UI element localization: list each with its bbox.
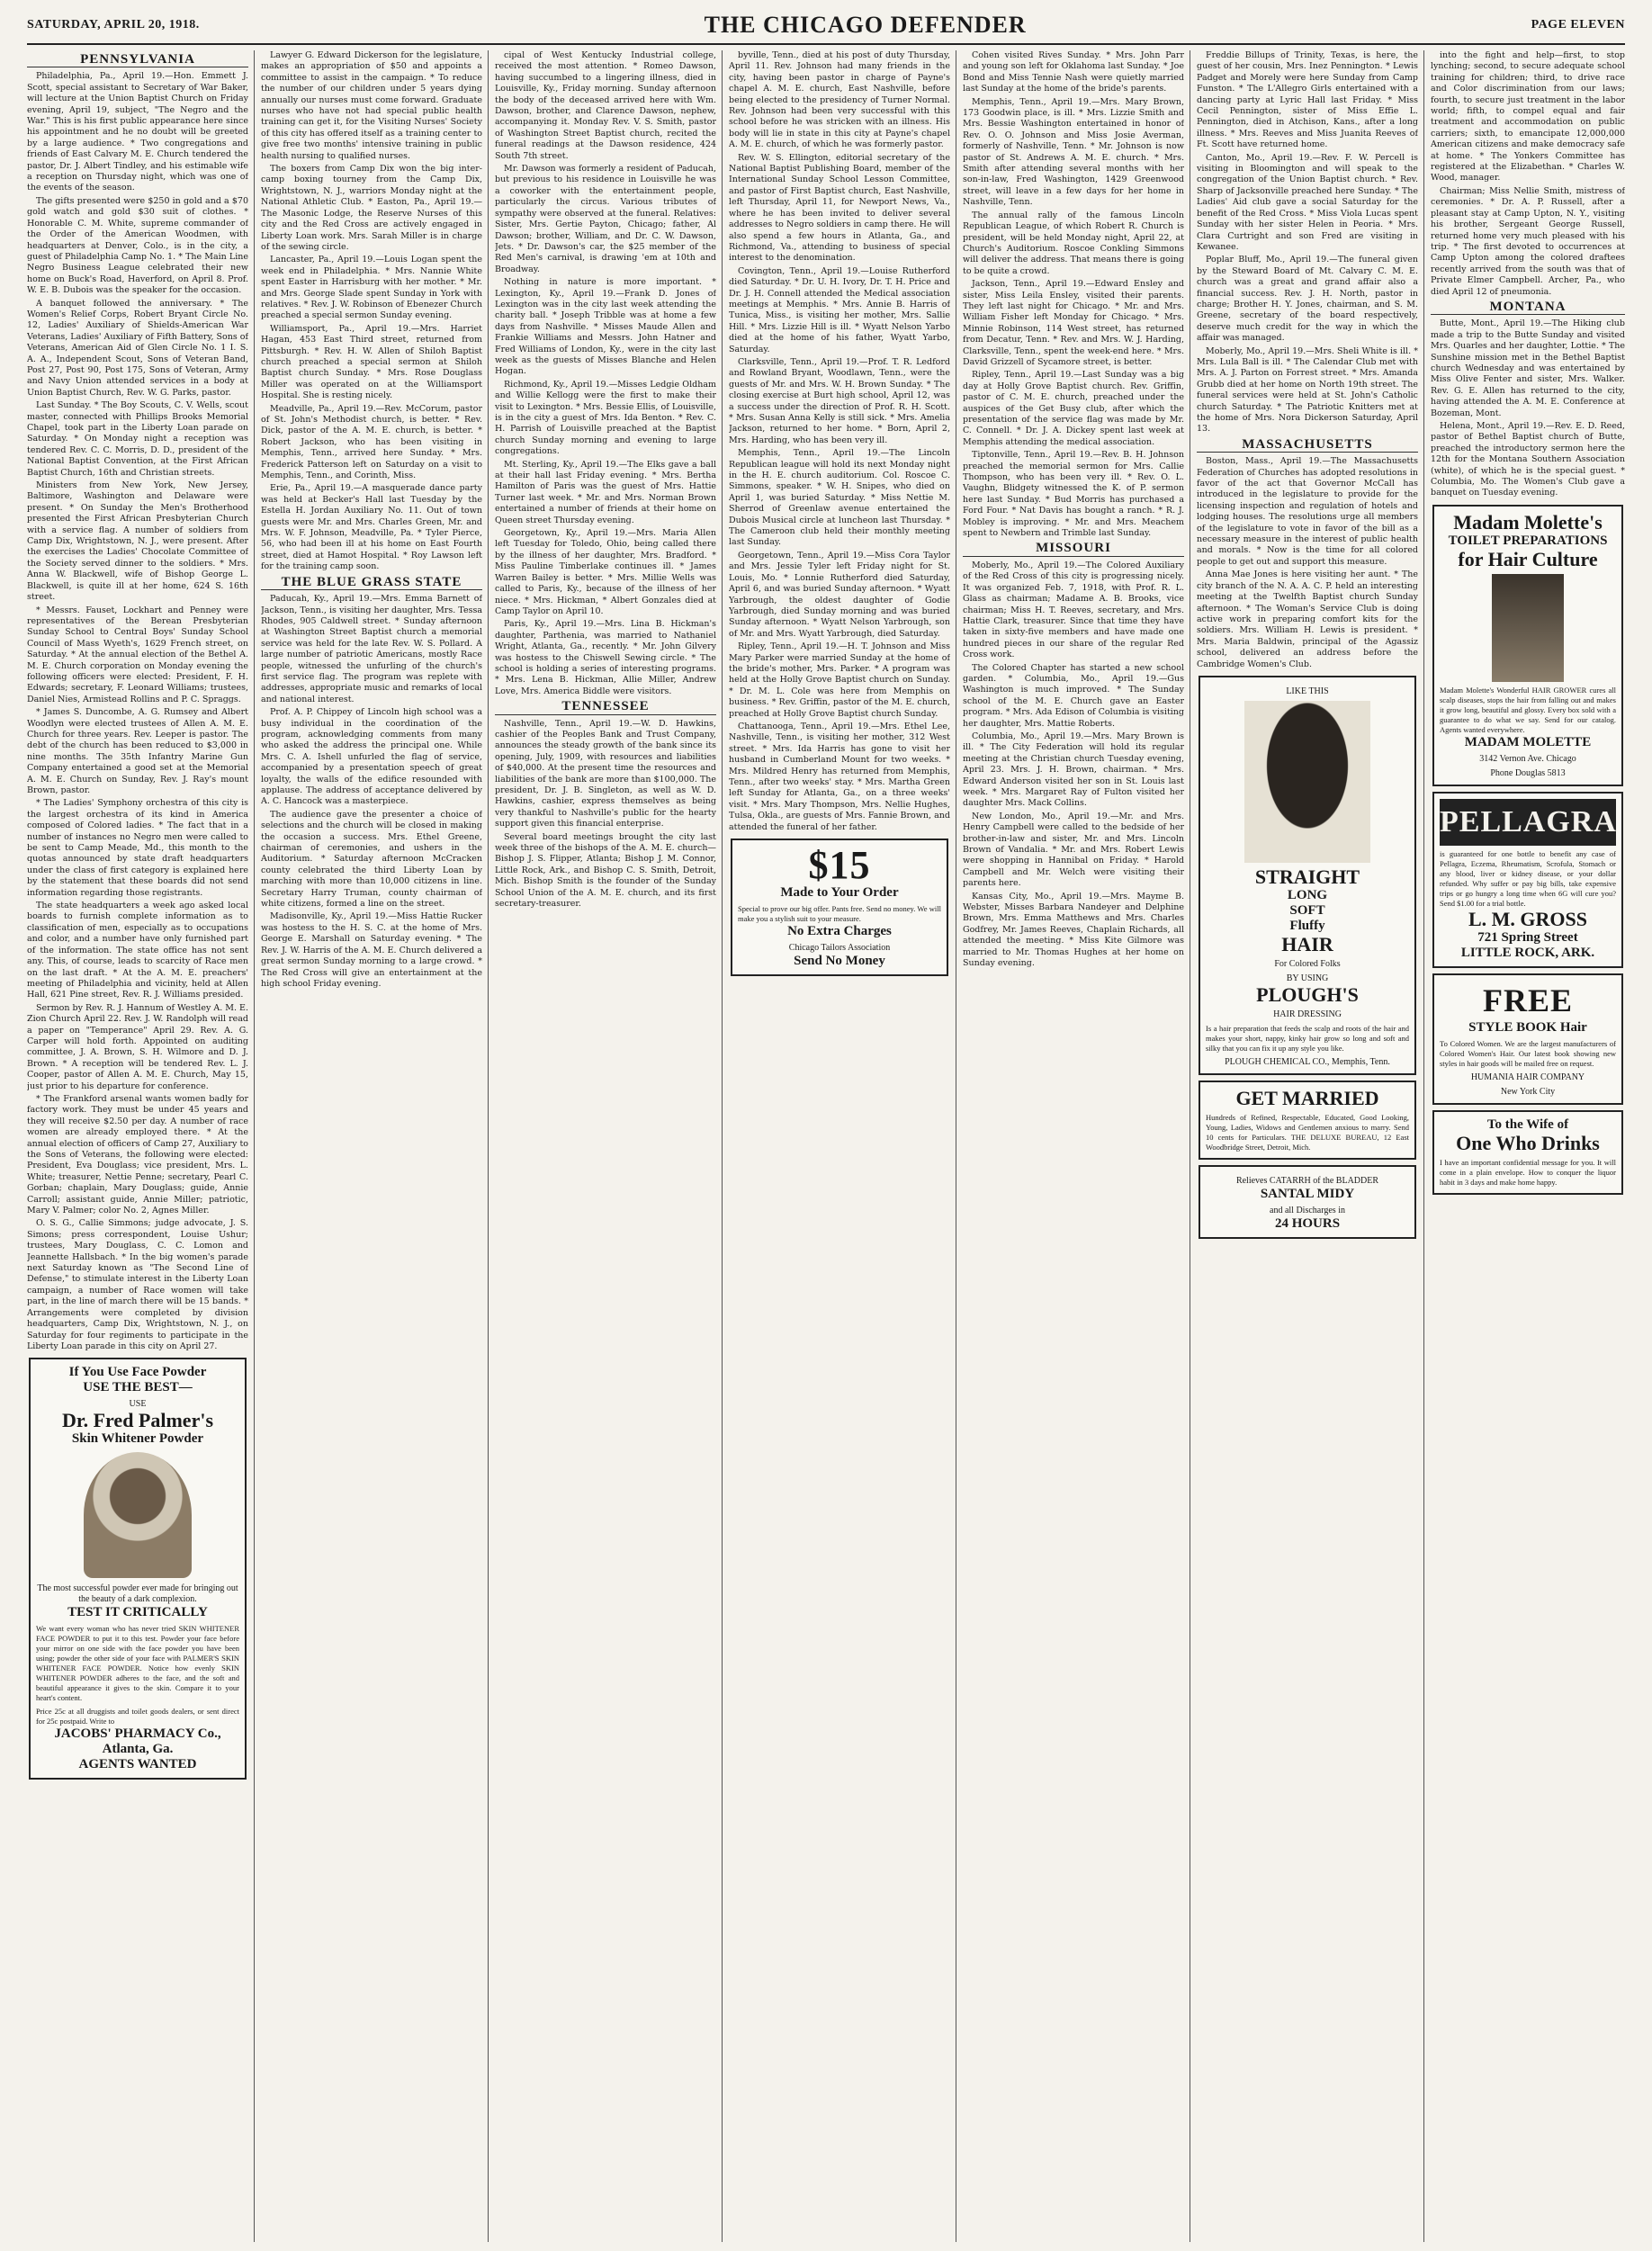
article-paragraph: cipal of West Kentucky Industrial college, received the most attention. * Romeo Dawson, having succumbed to a lingering illness, died in Louisville, Ky., Friday morning. Sunday afternoon the body of the deceased arrived here with Wm. Dawson, brother, and Clarence Dawson, nephew, accompanying it. Monday Rev. V. S. Smith, pastor of Washington Street Baptist church, recited the funeral readings at the Dawson residence, 424 South 7th street.	[495, 50, 716, 161]
article-paragraph: Paris, Ky., April 19.—Mrs. Lina B. Hickman's daughter, Parthenia, was married to Nathaniel Wright, Atlanta, Ga., recently. * Mr. John Gilvery was hostess to the Chiswell Sewing circle. * The school is holding a series of interesting programs. * Mrs. Lena B. Hickman, Allie Miller, Andrew Love, Mrs. America Biddle were visitors.	[495, 619, 716, 696]
article-paragraph: Rev. W. S. Ellington, editorial secretary of the National Baptist Publishing Board, member of the International Sunday School Lesson Committee, and pastor of First Baptist church, East Nashville, left Thursday, April 11, for Newport News, Va., where he has been invited to deliver several addresses to Negro soldiers in camp there. He will also spend a few hours in Atlanta, Ga., and Richmond, Va., attending to business of special interest to the denomination.	[729, 152, 950, 264]
ad-body: Hundreds of Refined, Respectable, Educated, Good Looking, Young, Ladies, Widows and Gentlemen anxious to marry. Send 10 cents for Particulars. THE DELUXE BUREAU, 12 East Woodbridge Street, Detroit, Mich.	[1206, 1112, 1409, 1152]
ad-this: THIS	[1308, 686, 1329, 696]
article-paragraph: Paducah, Ky., April 19.—Mrs. Emma Barnett of Jackson, Tenn., is visiting her daughter, Mrs. Tessa Rhodes, 905 Caldwell street. * Sunday afternoon at Washington Street Baptist church a memorial service was held for the late Rev. W. S. Pollard. A large number of patriotic Americans, mostly Race people, witnessed the unfurling of the church's first service flag. The program was replete with addresses, appropriate music and remarks of local and national interest.	[261, 594, 482, 704]
ad-body: Special to prove our big offer. Pants free. Send no money. We will make you a stylish suit to your measure.	[738, 904, 941, 924]
ad-address: New York City	[1500, 1086, 1556, 1097]
article-paragraph: New London, Mo., April 19.—Mr. and Mrs. Henry Campbell were called to the bedside of her brother-in-law and sister, Mr. and Mrs. Lincoln Brown of Vandalia. * Mr. and Mrs. Robert Lewis were shopping in Hannibal on Friday. * Harold Campbell and Mr. Welch were visiting their parents here.	[963, 811, 1184, 889]
ad-company: HUMANIA HAIR COMPANY	[1470, 1072, 1585, 1082]
article-paragraph: Williamsport, Pa., April 19.—Mrs. Harriet Hagan, 453 East Third street, returned from Pittsburgh. * Rev. H. W. Allen of Shiloh Baptist church preached a special sermon at Shiloh Baptist church Sunday. * Mrs. Rose Douglass Miller was operated on at the Williamsport Hospital. She is resting nicely.	[261, 323, 482, 401]
ad-fluffy: Fluffy	[1289, 918, 1325, 933]
article-paragraph: O. S. G., Callie Simmons; judge advocate, J. S. Simons; press correspondent, Louise Ushur; trustees, Mary Douglass, C. C. Lomon and Jeannette Hallsbach. * In the big women's parade next Saturday known as "The Second Line of Defense," to stimulate interest in the Liberty Loan campaign, a number of Race women will take part, in the line of march there will be 15 bands. * Arrangements were completed by division headquarters, Camp Dix, Wrightstown, N. J., on Saturday for four regiments to participate in the Liberty Loan parade in this city on April 27.	[27, 1218, 248, 1351]
article-paragraph: Several board meetings brought the city last week three of the bishops of the A. M. E. church—Bishop J. S. Flipper, Atlanta; Bishop J. M. Connor, Little Rock, Ark., and Bishop C. S. Smith, Detroit, Mich. Bishop Smith is the founder of the Sunday School Union of the A. M. E. church, and its first secretary-treasurer.	[495, 831, 716, 910]
ad-wife-of-drinker	[1432, 1110, 1623, 1195]
article-paragraph: Anna Mae Jones is here visiting her aunt. * The city branch of the N. A. A. C. P. held an interesting meeting at the Twelfth Baptist church Sunday afternoon. * The Woman's Service Club is doing active work in preparing comfort kits for the soldiers. Mrs. William H. Lewis is president. * Mrs. Maria Baldwin, principal of the Agassiz school, delivered an address before the Cambridge Women's Club.	[1197, 569, 1418, 669]
section-heading-montana: MONTANA	[1431, 301, 1625, 315]
article-paragraph: Jackson, Tenn., April 19.—Edward Ensley and sister, Miss Leila Ensley, visited their parents. They left last night for Chicago. * Mr. and Mrs. William Fisher left Monday for Chicago. * Mrs. Minnie Robinson, 114 West street, has returned from Decatur, Tenn. * Rev. and Mrs. W. J. Harding, Clarksville, Tenn., spent the week-end here. * Mrs. David Grizzell of Sycamore street, is better.	[963, 279, 1184, 367]
article-paragraph: Boston, Mass., April 19.—The Massachusetts Federation of Churches has adopted resolutions in favor of the act that Governor McCall has introduced in the legislature to provide for the licensing inspection and regulation of hotels and lodging houses. The resolutions urge all members of the legislature to vote in favor of the bill as a necessary measure in the interest of public health and morals. * Now is the time for all colored people to get out and support this measure.	[1197, 456, 1418, 567]
ad-body: is guaranteed for one bottle to benefit any case of Pellagra, Eczema, Rheumatism, Scrofula, Stomach or any blood, liver or kidney disease, or your dollar refunded. Why suffer or pay big bills, take expensive trips or go hungry a long time when 6G will cure you? Send $1.00 for a trial bottle.	[1440, 848, 1616, 908]
column-6	[1197, 50, 1418, 2242]
ad-maker: PLOUGH CHEMICAL CO., Memphis, Tenn.	[1225, 1056, 1390, 1067]
ad-face-powder	[29, 1358, 247, 1780]
column-rule	[1423, 50, 1424, 2242]
article-paragraph: * The Ladies' Symphony orchestra of this city is the largest orchestra of its kind in America composed of Colored ladies. * The fact that in a number of instances no Negro men were called to be sent to Camp Meade, Md., this month to the quotas announced by state draft headquarters under the class of first category is explained here by the statement that these boards did not send information regarding those registrants.	[27, 798, 248, 898]
article-paragraph: Erie, Pa., April 19.—A masquerade dance party was held at Becker's Hall last Tuesday by the Estella H. Jordan Auxiliary No. 11. Out of town guests were Mr. and Mrs. Charles Green, Mr. and Mrs. W. F. Johnson, Meadville, Pa. * Tyler Pierce, 56, who had been ill at his home on East Fourth street, died at Hamot Hospital. * Roy Lawson left for the training camp soon.	[261, 483, 482, 572]
page-number: PAGE ELEVEN	[1531, 18, 1625, 31]
ad-text: USE	[129, 1399, 147, 1410]
article-paragraph: byville, Tenn., died at his post of duty Thursday, April 11. Rev. Johnson had many friends in the city, having been pastor in charge of Payne's chapel A. M. E. church, East Nashville, before being elected to the presidency of Turner Normal. Rev. Johnson had been very successful with this school before he was stricken with an illness. His body will lie in state in this city at Payne's chapel A. M. E. church, of which he was formerly pastor.	[729, 50, 950, 150]
ad-subheadline: USE THE BEST—	[83, 1380, 193, 1395]
masthead	[27, 7, 1625, 45]
ad-address: 3142 Vernon Ave. Chicago	[1479, 753, 1576, 764]
ad-price: Price 25c at all druggists and toilet goods dealers, or sent direct for 25c postpaid. Write to	[36, 1707, 239, 1726]
article-paragraph: Nothing in nature is more important. * Lexington, Ky., April 19.—Frank D. Jones of Lexington was in the city last week attending the charity ball. * Joseph Tribble was at home a few days from Nashville. * Misses Maude Allen and Frankie Williams and Messrs. John Hatner and Fred Williams of London, Ky., were in the city last week as the guests of Misses Blanche and Helen Hogan.	[495, 277, 716, 377]
ad-line: for Hair Culture	[1458, 547, 1598, 570]
ad-body: I have an important confidential message for you. It will come in a plain envelope. How to conquer the liquor habit in 3 days and make home happy.	[1440, 1157, 1616, 1187]
article-paragraph: Madisonville, Ky., April 19.—Miss Hattie Rucker was hostess to the H. S. C. at the home of Mrs. George E. Marshall on Saturday evening. * The Rev. J. W. Harris of the A. M. E. Church delivered a great sermon Sunday morning to a large crowd. * The Red Cross will give an entertainment at the high school Friday evening.	[261, 911, 482, 989]
article-paragraph: Lancaster, Pa., April 19.—Louis Logan spent the week end in Philadelphia. * Mrs. Nannie White spent Easter in Harrisburg with her mother. * Mr. and Mrs. George Slade spent Sunday in York with relatives. * Rev. J. W. Robinson of Ebenezer Church preached a special sermon Sunday evening.	[261, 255, 482, 321]
section-heading-tennessee: TENNESSEE	[495, 701, 716, 714]
article-paragraph: The Colored Chapter has started a new school garden. * Columbia, Mo., April 19.—Gus Washington is much improved. * The Sunday school of the M. E. Church gave an Easter program. * Mrs. Ada Edison of Columbia is visiting her daughter, Mrs. Mattie Roberts.	[963, 662, 1184, 729]
article-paragraph: Columbia, Mo., April 19.—Mrs. Mary Brown is ill. * The City Federation will hold its regular meeting at the Christian church Tuesday evening, April 23. Mrs. J. H. Brown, chairman. * Mrs. Edward Anderson visited her son in St. Louis last week. * Mrs. Margaret Ray of Fulton visited her daughter Mrs. Mack Collins.	[963, 731, 1184, 809]
article-paragraph: Memphis, Tenn., April 19.—Mrs. Mary Brown, 173 Goodwin place, is ill. * Mrs. Lizzie Smith and Mrs. Bessie Washington entertained in honor of Rev. O. O. Johnson and Miss Josie Averman, formerly of Nashville, Tenn. * Mr. Johnson is now pastor of St. Andrews A. M. E. church. * Mrs. Smith after attending several months with her son-in-law, Fred Washington, 1429 Greenwood street, will leave in a few days for her home in Nashville, Tenn.	[963, 96, 1184, 208]
ad-headline: GET MARRIED	[1235, 1086, 1379, 1109]
article-paragraph: Meadville, Pa., April 19.—Rev. McCorum, pastor of St. John's Methodist church, is better. * Rev. Dick, pastor of the A. M. E. church, is better. * Robert Jackson, who has been visiting in Memphis, Tenn., arrived here Sunday. * Mrs. Frederick Patterson left on Saturday on a visit to Memphis, Tenn., and Corinth, Miss.	[261, 403, 482, 481]
ad-tailored-suit	[731, 839, 948, 976]
ad-body: Madam Molette's Wonderful HAIR GROWER cures all scalp diseases, stops the hair from falling out and makes it grow long, beautiful and glossy. Every box sold with a guarantee to do what we say. Send for our catalog. Agents wanted everywhere.	[1440, 685, 1616, 734]
article-paragraph: Freddie Billups of Trinity, Texas, is here, the guest of her cousin, Mrs. Inez Pennington. * Lewis Padget and Morely were here Sunday from Camp Funston. * The L'Allegro Girls entertained with a dancing party at Lyric Hall last Friday. * Miss Cecil Pennington, sister of Miss Effie L. Pennington, died in Atchison, Kans., after a long illness. * Mrs. Reeves and Miss Juanita Reeves of Ft. Scott have returned home.	[1197, 50, 1418, 150]
article-paragraph: Sermon by Rev. R. J. Hannum of Westley A. M. E. Zion Church April 22. Rev. J. W. Randolph will read a paper on "Temperance" April 29. Rev. A. G. Carper will hold forth. Appointed on auditing committee, J. A. Brown, S. H. Wilmore and D. J. Brown. * A reception will be tendered Rev. L. J. Cooper, pastor of Allen A. M. E. Church, May 15, just prior to his departure for conference.	[27, 1002, 248, 1091]
woman-portrait-illustration	[1492, 574, 1564, 682]
article-paragraph: Ministers from New York, New Jersey, Baltimore, Washington and Delaware were present. * On Sunday the Men's Brotherhood presented the First African Presbyterian Church with a service flag. A number of soldiers from Camp Dix, Wrightstown, N. J., were present. After the exercises the Ladies' Chocolate Committee of the Society served dinner to the soldiers. * Mrs. Anna W. Blackwell, wife of Bishop George L. Blackwell, is quite ill at her home, 624 S. 16th street.	[27, 480, 248, 603]
ad-line: Relieves CATARRH of the BLADDER	[1235, 1175, 1379, 1186]
article-paragraph: * The Frankford arsenal wants women badly for factory work. They must be under 45 years and they will receive $2.50 per day. A number of race women are already employed there. * At the annual election of officers of Camp 27, Auxiliary to the Sons of Veterans, the following were elected: President, Eva Douglass; vice president, Mrs. L. White; treasurer, Nettie Penne; secretary, Pearl C. Gorban; chaplain, Mary Douglass; guide, Annie Carroll; assistant guide, Annie Miller; patriotic, Mary V. Palmer; color No. 2, Agnes Miller.	[27, 1093, 248, 1216]
article-paragraph: Richmond, Ky., April 19.—Misses Ledgie Oldham and Willie Kellogg were the first to make their visit to Lexington. * Mrs. Bessie Ellis, of Louisville, is in the city a guest of Mrs. Ida Benton. * Rev. C. H. Parrish of Louisville preached at the Baptist church Sunday morning and evening to large congregations.	[495, 379, 716, 457]
ad-like-this	[1206, 686, 1409, 697]
ad-headline: If You Use Face Powder	[68, 1365, 207, 1380]
ad-test-headline: TEST IT CRITICALLY	[67, 1605, 208, 1620]
ad-maker: JACOBS' PHARMACY Co., Atlanta, Ga.	[54, 1726, 221, 1757]
article-paragraph: Tiptonville, Tenn., April 19.—Rev. B. H. Johnson preached the memorial sermon for Mrs. Callie Thompson, who has been very ill. * Rev. O. L. Vaughn, Blidgety witnessed the K. of P. sermon here last Sunday. * Bud Morris has purchased a Ford Four. * Nat Davis has bought a ranch. * R. J. Mobley is improving. * Mr. and Mrs. Meachem spent to Newbern and Trimble last Sunday.	[963, 450, 1184, 539]
ad-straight-hair	[1199, 676, 1416, 1075]
article-paragraph: Nashville, Tenn., April 19.—W. D. Hawkins, cashier of the Peoples Bank and Trust Company, announces the steady growth of the bank since its opening, July, 1909, with resources and liabilities of $40,000. At the present time the resources and liabilities of the bank are more than $100,000. The president, Dr. J. B. Singleton, as well as W. D. Hawkins, cashier, express themselves as being very thankful to Nashville's public for the hearty support given this financial enterprise.	[495, 718, 716, 830]
ad-agents: AGENTS WANTED	[78, 1757, 197, 1772]
ad-straight: STRAIGHT	[1254, 865, 1360, 888]
column-3	[495, 50, 716, 2242]
article-paragraph: Moberly, Mo., April 19.—Mrs. Sheli White is ill. * Mrs. Lula Ball is ill. * The Calendar Club met with Mrs. A. J. Parton on Forrest street. * Mrs. Amanda Grubb died at her home on North 19th street. The funeral services were held at St. John's Catholic church Saturday. * The Patriotic Knitters met at the home of Mrs. Nora Dickerson Saturday, April 13.	[1197, 345, 1418, 435]
article-paragraph: Georgetown, Ky., April 19.—Mrs. Maria Allen left Tuesday for Toledo, Ohio, being called there by the illness of her daughter, Mrs. Bradford. * Miss Pauline Timberlake continues ill. * James Warren Bailey is better. * Mrs. Millie Wells was called to Paris, Ky., because of the illness of her niece. * Mrs. Hickman, * Albert Gonzales died at Camp Taylor on April 10.	[495, 528, 716, 616]
ad-hair: HAIR	[1281, 932, 1333, 955]
column-rule	[722, 50, 723, 2242]
section-heading-massachusetts: MASSACHUSETTS	[1197, 439, 1418, 453]
article-paragraph: Philadelphia, Pa., April 19.—Hon. Emmett J. Scott, special assistant to Secretary of War Baker, will lecture at the Union Baptist Church on Friday evening, April 19, subject, "The Negro and the War." This is his first public appearance here since his appointment and he no doubt will be greeted by a large audience. * Two congregations and friends of East Calvary M. E. Church tendered the pastor, Dr. J. Albert Tindley, and his estimable wife a reception on Thursday night, which was one of the events of the season.	[27, 71, 248, 193]
section-heading-pennsylvania: PENNSYLVANIA	[27, 54, 248, 67]
ad-line: TOILET PREPARATIONS	[1448, 533, 1608, 548]
ad-headline: To the Wife of	[1486, 1117, 1569, 1132]
article-paragraph: Helena, Mont., April 19.—Rev. E. D. Reed, pastor of Bethel Baptist church of Butte, preached the introductory sermon here the 12th for the Montana Southern Association (white), of which he is the special guest. * Columbia, Mo. The Women's Club gave a banquet on Tuesday evening.	[1431, 421, 1625, 498]
ad-get-married	[1199, 1081, 1416, 1160]
column-rule	[254, 50, 255, 2242]
column-2	[261, 50, 482, 2242]
article-paragraph: Kansas City, Mo., April 19.—Mrs. Mayme B. Webster, Misses Barbara Nandeyer and Delphine Brown, Mrs. Emma Matthews and Mrs. Charles Godfrey, Mr. James Reeves, Chaplain Richards, all attended the meeting. * Miss Kite Gilmore was married to Mr. Thomas Hughes at her home on Sunday evening.	[963, 891, 1184, 969]
woman-long-hair-illustration	[1244, 701, 1370, 863]
article-paragraph: Clarksville, Tenn., April 19.—Prof. T. R. Ledford and Rowland Bryant, Woodlawn, Tenn., were the guests of Mr. and Mrs. W. H. Brown Sunday. * The closing exercise at Burt high school, April 12, was a success under the direction of Prof. R. H. Scott. * Mrs. Susan Anna Kelly is still sick. * Mrs. Amelia Jackson, returned to her home. * Born, April 2, Mrs. Harding, who has been very ill.	[729, 356, 950, 445]
article-paragraph: Georgetown, Tenn., April 19.—Miss Cora Taylor and Mrs. Jessie Tyler left Friday night for St. Louis, Mo. * Lonnie Rutherford died Saturday, April 6, and was buried Sunday afternoon. * Wyatt Yarbrough, the oldest daughter of Godie Yarbrough, died Sunday morning and was buried Sunday afternoon. * Wyatt Nelson Yarbrough, son of Mr. and Mrs. Wyatt Yarbrough, died Saturday.	[729, 550, 950, 639]
ad-phone: Phone Douglas 5813	[1490, 767, 1566, 778]
article-paragraph: The audience gave the presenter a choice of selections and the church will be closed in making the occasion a success. Mrs. Ethel Greene, chairman of ceremonies, and ushers in the Auditorium. * Saturday afternoon McCracken county celebrated the third Liberty Loan by marching with more than 10,000 citizens in line. Secretary Harry Truman, county chairman of white citizens, formed a line on the street.	[261, 809, 482, 910]
article-paragraph: Poplar Bluff, Mo., April 19.—The funeral given by the Steward Board of Mt. Calvary C. M. E. church was a great and grand affair also a financial success. Rev. J. H. North, pastor in charge; Brother H. Y. Jones, chairman, and S. M. Greene, secretary of the board respectively, deserve much credit for the way in which the affair was managed.	[1197, 255, 1418, 344]
ad-caption: The most successful powder ever made for bringing out the beauty of a dark complexion.	[37, 1583, 238, 1605]
ad-brand: Dr. Fred Palmer's	[61, 1409, 214, 1432]
column-7	[1431, 50, 1625, 2242]
ad-soft: SOFT	[1289, 902, 1325, 918]
section-heading-blue-grass-state: THE BLUE GRASS STATE	[261, 577, 482, 590]
article-paragraph: * James S. Duncombe, A. G. Rumsey and Albert Woodlyn were elected trustees of Allen A. M. E. Church for three years. Rev. Leeper is pastor. The debt of the church has been reduced to $3,000 in nine months. The 35th Infantry Marine Gun Company entertained a good set at the Memorial A. M. E. Church on Sunday, Rev. J. Ray's mount Brown, pastor.	[27, 707, 248, 795]
article-paragraph: Covington, Tenn., April 19.—Louise Rutherford died Saturday. * Dr. U. H. Ivory, Dr. T. H. Price and Dr. J. H. Connell attended the Medical association meetings at Memphis. * Mrs. Annie B. Harris of Tunica, Miss., is visiting her mother, Mrs. Sallie Hill. * Mrs. Lizzie Hill is ill. * Wyatt Nelson Yarbo died at the home of his father, Wyatt Yarbo, Saturday.	[729, 265, 950, 354]
article-paragraph: Canton, Mo., April 19.—Rev. F. W. Percell is visiting in Bloomington and will speak to the congregation of the Union Baptist church. * Rev. Sharp of Jacksonville preached here Sunday. * The Ladies' Aid club gave a social Saturday for the benefit of the Red Cross. * Miss Viola Lucas spent Sunday with her sister Helen in Peoria. * Mrs. Clara Curtright and son Fred are visiting in Kewanee.	[1197, 152, 1418, 252]
article-paragraph: Ripley, Tenn., April 19.—Last Sunday was a big day at Holly Grove Baptist church. Rev. Griffin, pastor of C. M. E. church, preached under the auspices of the Get Busy club, after which the presentation of the service flag was made by Mr. C. Connell. * Dr. J. A. Dickey spent last week at Memphis attending the medical association.	[963, 370, 1184, 447]
ad-free-style-book	[1432, 973, 1623, 1105]
ad-send-no-money: Send No Money	[794, 954, 885, 969]
ad-headline: FREE	[1482, 982, 1573, 1018]
column-rule	[488, 50, 489, 2242]
ad-city: LITTLE ROCK, ARK.	[1460, 945, 1595, 960]
ad-by-using: BY USING	[1286, 973, 1329, 983]
ad-no-extra: No Extra Charges	[787, 924, 892, 939]
article-paragraph: * Messrs. Fauset, Lockhart and Penney were representatives of the Berean Presbyterian Sunday School to Central Boys' Sunday School Council of Mass Wyeth's, 1629 French street, on Saturday. * At the annual election of the Bethel A. M. E. Church corporation on Monday evening the following officers were elected: President, F. H. Edwards; secretary, F. Leonard Williams; trustees, Daniel Nies, Armistead Rollins and P. C. Spraggs.	[27, 605, 248, 704]
ad-santal-midy	[1199, 1165, 1416, 1239]
article-paragraph: Butte, Mont., April 19.—The Hiking club made a trip to the Butte Sunday and visited Mrs. Quarles and her daughter, Lottie. * The Sunshine mission met in the Bethel Baptist church Wednesday and was entertained by Miss Olive Fenter and sister, Mrs. Walker. Rev. G. E. Allen has returned to the city, having attended the A. M. E. Conference at Bozeman, Mont.	[1431, 318, 1625, 418]
ad-name: L. M. GROSS	[1468, 907, 1588, 930]
ad-brand: Madam Molette's	[1453, 510, 1603, 534]
ad-headline-2: One Who Drinks	[1456, 1131, 1600, 1154]
section-heading-missouri: MISSOURI	[963, 543, 1184, 556]
ad-subheadline: STYLE BOOK Hair	[1468, 1019, 1587, 1035]
ad-headline: Made to Your Order	[780, 885, 899, 901]
ad-long: LONG	[1287, 887, 1328, 902]
ad-brand: SANTAL MIDY	[1260, 1186, 1355, 1201]
ad-body: To Colored Women. We are the largest manufacturers of Colored Women's Hair. Our latest book showing new styles in hair goods will be mailed free on request.	[1440, 1038, 1616, 1068]
ad-address: 721 Spring Street	[1477, 929, 1578, 945]
ad-price: $15	[808, 843, 871, 888]
ad-for-colored-folks: For Colored Folks	[1274, 958, 1341, 969]
article-paragraph: The state headquarters a week ago asked local boards to furnish complete information as to classification of men, especially as to occupations and color, and a number have only furnished part of the information. The state office has not sent any. This, of course, leads to scarcity of Race men on the last draft. * At the A. M. E. preachers' meeting of Philadelphia and vicinity, held at Allen Hall, 621 Pine street, Rev. R. J. Williams presided.	[27, 901, 248, 1000]
article-paragraph: The annual rally of the famous Lincoln Republican League, of which Robert R. Church is president, will be held Monday night, April 22, at Church's Auditorium. Roscoe Conkling Simmons will deliver the address. That means there is going to be quite a crowd.	[963, 210, 1184, 276]
ad-line: 24 HOURS	[1274, 1215, 1341, 1231]
article-paragraph: The gifts presented were $250 in gold and a $70 gold watch and gold $30 suit of clothes. * Honorable C. M. White, supreme commander of the Order of the American Woodmen, with headquarters at Denver, Colo., is in the city, a guest of Philadelphia Camp No. 1. * The Main Line Negro Business League celebrated their new home on Buck's Road, Haverford, on April 8. Prof. W. E. B. Dubois was the speaker for the occasion.	[27, 195, 248, 296]
article-paragraph: Chattanooga, Tenn., April 19.—Mrs. Ethel Lee, Nashville, Tenn., is visiting her mother, 312 West street. * Mrs. Ida Harris has gone to visit her husband in Cumberland Mount for two weeks. * Mrs. Mildred Henry has returned from Memphis, Tenn., after two weeks' stay. * Mrs. Martha Green left Sunday for Atlanta, Ga., on a three weeks' visit. * Mrs. Mary Thompson, Mrs. Nellie Hughes, Tulsa, Okla., are guests of Mrs. Fannie Brown, and attended the funeral of her father.	[729, 721, 950, 832]
article-paragraph: Memphis, Tenn., April 19.—The Lincoln Republican league will hold its next Monday night in the H. E. church auditorium. Col. Roscoe C. Simmons, speaker. * W. H. Snipes, who died on April 1, was buried Saturday. * Miss Nettie M. Sherrod of Greenlaw avenue entertained the Dubois Musical circle at luncheon last Thursday. * The Cameroon club held their monthly meeting last Sunday.	[729, 448, 950, 548]
article-paragraph: Mt. Sterling, Ky., April 19.—The Elks gave a ball at their hall last Friday evening. * Mrs. Bertha Hamilton of Paris was the guest of Mrs. Hattie Turner last week. * Mr. and Mrs. Norman Brown entertained a number of friends at their home on Queen street Thursday evening.	[495, 459, 716, 525]
column-5	[963, 50, 1184, 2242]
paper-title: THE CHICAGO DEFENDER	[704, 12, 1027, 38]
woman-portrait-illustration	[84, 1452, 192, 1578]
column-4	[729, 50, 950, 2242]
article-paragraph: Ripley, Tenn., April 19.—H. T. Johnson and Miss Mary Parker were married Sunday at the home of the bride's mother, Mrs. Parker. * A program was held at the Holly Grove Baptist church on Sunday. * Dr. M. L. Cole was here from Memphis on business. * Rev. Griffin, pastor of the M. E. church, preached at Holly Grove Baptist church Sunday.	[729, 641, 950, 719]
article-paragraph: Chairman; Miss Nellie Smith, mistress of ceremonies. * Dr. A. P. Russell, after a pleasant stay at Camp Upton, N. Y., visiting his brother, Sergeant George Russell, returned home very much pleased with his trip. * The first devoted to occurrences at Camp Upton among the colored draftees recently arrived from the south was that of Private Elmer Campbell. Archer, Pa., who died April 12 of pneumonia.	[1431, 185, 1625, 297]
ad-body: Is a hair preparation that feeds the scalp and roots of the hair and makes your short, nappy, kinky hair grow so long and soft and silky that you can fix it up any style you like.	[1206, 1023, 1409, 1053]
ad-name: MADAM MOLETTE	[1464, 734, 1592, 749]
ad-company: Chicago Tailors Association	[788, 943, 891, 954]
ad-like: LIKE	[1286, 686, 1307, 696]
article-paragraph: Prof. A. P. Chippey of Lincoln high school was a busy individual in the coordination of the program, acknowledging comments from many who asked the address the principal one. While Mrs. C. A. Ishell unfurled the flag of service, accompanied by a presentation speech of great loyalty, the walls of the edifice resounded with applause. The address of acceptance delivered by A. C. Hancock was a masterpiece.	[261, 707, 482, 807]
ad-madam-molette	[1432, 505, 1623, 786]
ad-brand: PLOUGH'S	[1256, 982, 1359, 1006]
article-paragraph: Moberly, Mo., April 19.—The Colored Auxiliary of the Red Cross of this city is progressing nicely. It was organized Feb. 7, 1918, with Prof. R. L. Glass as chairman; Madame A. B. Brooks, vice chairman; Miss H. T. Reeves, secretary, and Mrs. Hattie Clark, treasurer. Since that time they have taken in sixty-five members and have made one hundred pieces in our share of the regular Red Cross work.	[963, 560, 1184, 660]
ad-headline: PELLAGRA	[1440, 799, 1616, 846]
ad-body: We want every woman who has never tried SKIN WHITENER FACE POWDER to put it to this test. Powder your face before your mirror on one side with the face powder you have been using; powder the other side of your face with PALMER'S SKIN WHITENER FACE POWDER. Notice how evenly SKIN WHITENER POWDER adheres to the face, and the soft and beautiful appearance it gives to the skin. Compare it to your heart's content.	[36, 1624, 239, 1703]
article-paragraph: Mr. Dawson was formerly a resident of Paducah, but previous to his residence in Louisville he was a coworker with the entertainment people, particularly the circus. Various tributes of sympathy were observed at the funeral. Relatives: Sister, Mrs. Gertie Payton, Chicago; father, Al Dawson; brother, William, and Dr. C. W. Dawson, Jets. * Dr. Dawson's car, the $25 member of the Red Men's carnival, is drawing 'em at 10th and Broadway.	[495, 164, 716, 274]
ad-brand-sub: HAIR DRESSING	[1273, 1009, 1342, 1019]
article-paragraph: into the fight and help—first, to stop lynching; second, to secure adequate school training for children; third, to drive race and Color discrimination from our laws; fourth, to secure just treatment in the labor world; fifth, to compel equal and fair treatment and accommodation on public carriers; sixth, to emancipate 12,000,000 American citizens and make democracy safe at home. * The Yonkers Committee has registered at the Elizabethan. * Charles W. Wood, manager.	[1431, 50, 1625, 184]
article-paragraph: The boxers from Camp Dix won the big inter-camp boxing tourney from the Camp Dix, Wrightstown, N. J., warriors Monday night at the National Athletic Club. * Easton, Pa., April 19.—The Masonic Lodge, the Reserve Nurses of this city and the Red Cross are actively engaged in Liberty Loan work. Mrs. Sarah Miller is in charge of the sewing circle.	[261, 164, 482, 252]
article-paragraph: Last Sunday. * The Boy Scouts, C. V. Wells, scout master, connected with Phillips Brooks Memorial Chapel, took part in the Liberty Loan parade on Saturday. * On Monday night a reception was tendered Rev. C. C. Morris, D. D., president of the National Baptist Convention, at the First African Baptist Church, 16th and Christian streets.	[27, 400, 248, 478]
article-paragraph: Cohen visited Rives Sunday. * Mrs. John Parr and young son left for Oklahoma last Sunday. * Joe Bond and Miss Tennie Nash were quietly married last Sunday at the home of the bride's parents.	[963, 50, 1184, 94]
issue-date: SATURDAY, APRIL 20, 1918.	[27, 18, 200, 31]
ad-product: Skin Whitener Powder	[71, 1431, 204, 1447]
article-paragraph: A banquet followed the anniversary. * The Women's Relief Corps, Robert Bryant Circle No. 12, Ladies' Auxiliary of Shields-American War Veterans, Ladies' Auxiliary of Fifth Battery, Sons of Veterans, American Aid of Glen Circle No. 1 I. S. A. A., Independent Scout, Sons of Veteran Band, Post 27, Post 90, Post 175, Sons of Veteran, Army and Navy Union attended services in a body at Union Baptist Church, Rev. W. G. Parks, pastor.	[27, 298, 248, 398]
ad-pellagra	[1432, 792, 1623, 968]
column-1	[27, 50, 248, 2242]
article-paragraph: Lawyer G. Edward Dickerson for the legislature, makes an appropriation of $50 and appoints a committee to assist in the campaign. * To reduce the number of our children under 5 years dying annually our nurses must come forward. Graduate nurses who have not had special public health training can get it, for the Visiting Nurses' Society of this city has offered itself as a training center to give free two months' intensive training in public health nursing to qualified nurses.	[261, 50, 482, 161]
ad-line: and all Discharges in	[1270, 1205, 1345, 1215]
